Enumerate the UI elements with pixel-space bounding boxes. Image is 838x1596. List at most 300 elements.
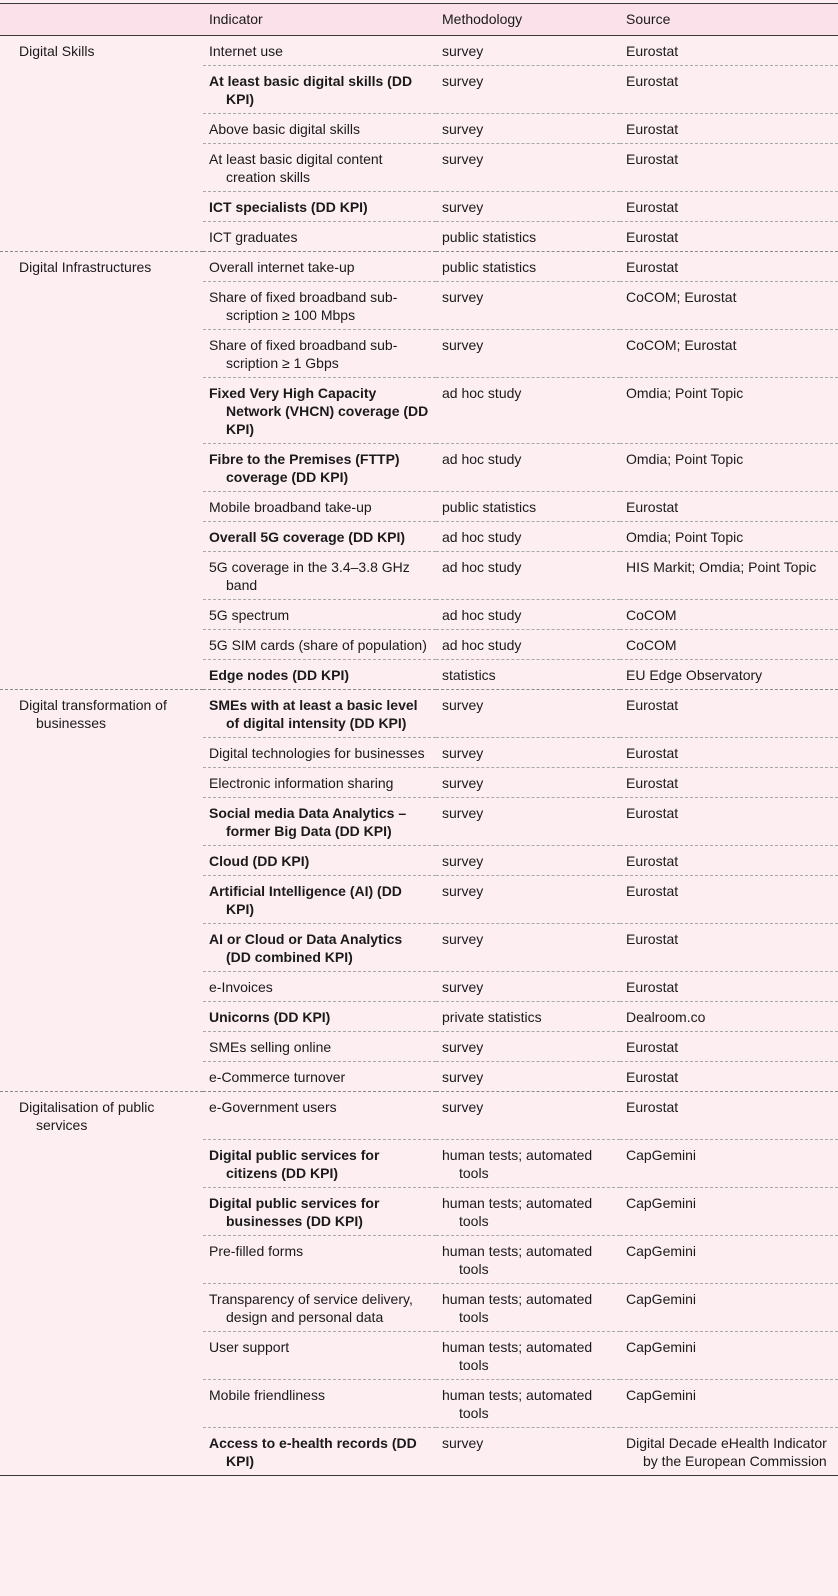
header-indicator: Indicator [203, 4, 436, 36]
methodology-cell [436, 282, 620, 330]
source-cell [620, 66, 838, 114]
source-label: Eurostat [626, 775, 679, 791]
source-label: Eurostat [626, 883, 679, 899]
indicator-cell [203, 630, 436, 660]
source-cell [620, 114, 838, 144]
header-source: Source [620, 4, 838, 36]
methodology-cell [436, 1331, 620, 1379]
indicator-label: Mobile broadband take-up [209, 499, 372, 515]
source-label: Eurostat [626, 1069, 679, 1085]
indicator-cell [203, 1187, 436, 1235]
table-row [0, 330, 838, 378]
methodology-cell [436, 1032, 620, 1062]
dimension-cell-empty [0, 1331, 203, 1379]
indicator-cell [203, 660, 436, 690]
indicator-label: Pre-filled forms [209, 1242, 304, 1259]
indicator-label: Internet use [209, 43, 283, 59]
indicator-cell [203, 282, 436, 330]
indicator-cell [203, 972, 436, 1002]
table-row [0, 1187, 838, 1235]
methodology-cell [436, 522, 620, 552]
indicator-cell [203, 252, 436, 282]
dimension-cell-empty [0, 522, 203, 552]
methodology-label: survey [442, 1039, 484, 1055]
table-row [0, 282, 838, 330]
indicator-cell [203, 600, 436, 630]
table-row [0, 972, 838, 1002]
methodology-cell [436, 630, 620, 660]
methodology-cell [436, 444, 620, 492]
indicator-label-kpi: Cloud (DD KPI) [209, 853, 310, 869]
methodology-cell [436, 144, 620, 192]
indicator-cell [203, 114, 436, 144]
table-row [0, 222, 838, 252]
methodology-cell [436, 378, 620, 444]
table-row [0, 798, 838, 846]
indicator-label: Share of fixed broadband sub-scription ≥ 1 Gbps [209, 337, 398, 371]
source-cell [620, 1427, 838, 1475]
methodology-label: survey [442, 1434, 484, 1451]
source-cell [620, 690, 838, 738]
dimension-cell-empty [0, 1427, 203, 1475]
indicator-cell [203, 924, 436, 972]
dimension-cell-empty [0, 66, 203, 114]
dimension-cell-empty [0, 444, 203, 492]
table-row [0, 552, 838, 600]
table-row [0, 1379, 838, 1427]
source-label: Eurostat [626, 229, 679, 245]
methodology-cell [436, 252, 620, 282]
methodology-label: public statistics [442, 499, 537, 515]
indicator-label-kpi: Fixed Very High Capacity Network (VHCN) coverage (DD KPI) [209, 385, 429, 437]
table-row [0, 1062, 838, 1092]
methodology-cell [436, 1092, 620, 1140]
methodology-label: survey [442, 337, 484, 353]
source-cell [620, 1283, 838, 1331]
methodology-label: human tests; automated tools [442, 1338, 593, 1373]
methodology-cell [436, 600, 620, 630]
dimension-cell-empty [0, 768, 203, 798]
indicator-label: ICT graduates [209, 229, 298, 245]
indicator-label-kpi: SMEs with at least a basic level of digital intensity (DD KPI) [209, 697, 418, 731]
dimension-cell-empty [0, 924, 203, 972]
methodology-label: human tests; automated tools [442, 1194, 593, 1229]
table-row [0, 600, 838, 630]
source-label: Eurostat [626, 1039, 679, 1055]
table-row [0, 1427, 838, 1475]
methodology-cell [436, 1062, 620, 1092]
source-cell [620, 36, 838, 66]
dimension-cell-empty [0, 1379, 203, 1427]
source-label: Eurostat [626, 499, 679, 515]
indicator-cell [203, 1002, 436, 1032]
source-cell [620, 1002, 838, 1032]
source-cell [620, 660, 838, 690]
methodology-cell [436, 1379, 620, 1427]
dimension-cell-empty [0, 282, 203, 330]
source-cell [620, 876, 838, 924]
methodology-cell [436, 1427, 620, 1475]
source-label: Eurostat [626, 931, 679, 947]
table-row [0, 492, 838, 522]
indicator-label: Electronic information sharing [209, 775, 394, 791]
source-cell [620, 738, 838, 768]
indicator-label-kpi: Fibre to the Premises (FTTP) coverage (DD KPI) [209, 451, 400, 485]
source-cell [620, 798, 838, 846]
indicator-label-kpi: AI or Cloud or Data Analytics (DD combined KPI) [209, 931, 403, 965]
dimension-cell [0, 1092, 203, 1140]
table-row [0, 252, 838, 282]
methodology-cell [436, 1002, 620, 1032]
indicator-cell [203, 552, 436, 600]
table-row [0, 444, 838, 492]
methodology-cell [436, 330, 620, 378]
table-header [0, 4, 838, 36]
source-label: Eurostat [626, 259, 679, 275]
methodology-label: survey [442, 931, 484, 947]
indicator-cell [203, 798, 436, 846]
table-row [0, 1032, 838, 1062]
source-label: CapGemini [626, 1386, 697, 1403]
dimension-cell-empty [0, 876, 203, 924]
methodology-label: survey [442, 1099, 484, 1115]
table-row [0, 660, 838, 690]
indicator-label: Mobile friendliness [209, 1386, 325, 1403]
table-row [0, 1002, 838, 1032]
methodology-label: ad hoc study [442, 559, 522, 575]
indicator-cell [203, 36, 436, 66]
indicator-label: Overall internet take-up [209, 259, 355, 275]
table-row [0, 1331, 838, 1379]
indicator-label-kpi: Overall 5G coverage (DD KPI) [209, 529, 406, 545]
indicator-cell [203, 1139, 436, 1187]
header-row [0, 4, 838, 36]
methodology-cell [436, 1283, 620, 1331]
source-label: Omdia; Point Topic [626, 385, 744, 401]
methodology-label: survey [442, 121, 484, 137]
dimension-cell-empty [0, 1002, 203, 1032]
source-cell [620, 1187, 838, 1235]
indicator-label-kpi: Digital public services for citizens (DD KPI) [209, 1146, 380, 1181]
table-row [0, 114, 838, 144]
indicator-cell [203, 192, 436, 222]
dimension-cell-empty [0, 798, 203, 846]
table-row [0, 846, 838, 876]
methodology-label: public statistics [442, 229, 537, 245]
table-row [0, 876, 838, 924]
methodology-label: ad hoc study [442, 529, 522, 545]
source-cell [620, 330, 838, 378]
dimension-cell [0, 252, 203, 282]
table-row [0, 36, 838, 66]
indicator-cell [203, 330, 436, 378]
indicator-label: 5G SIM cards (share of population) [209, 637, 427, 653]
dimension-cell-empty [0, 846, 203, 876]
methodology-label: private statistics [442, 1009, 542, 1025]
methodology-cell [436, 690, 620, 738]
table-row [0, 630, 838, 660]
indicator-label-kpi: Unicorns (DD KPI) [209, 1009, 331, 1025]
methodology-cell [436, 768, 620, 798]
methodology-cell [436, 876, 620, 924]
source-cell [620, 378, 838, 444]
methodology-cell [436, 846, 620, 876]
indicator-cell [203, 1427, 436, 1475]
dimension-label: Digital Infrastructures [19, 259, 152, 275]
dimension-cell-empty [0, 1235, 203, 1283]
indicator-label: Digital technologies for businesses [209, 745, 425, 761]
dimension-cell-empty [0, 600, 203, 630]
source-label: Eurostat [626, 73, 679, 89]
indicator-cell [203, 144, 436, 192]
dimension-cell-empty [0, 1032, 203, 1062]
source-cell [620, 1235, 838, 1283]
indicator-table [0, 3, 838, 1476]
indicator-cell [203, 1062, 436, 1092]
methodology-label: statistics [442, 667, 496, 683]
indicator-label-kpi: Digital public services for businesses (DD KPI) [209, 1194, 380, 1229]
source-cell [620, 1062, 838, 1092]
dimension-cell [0, 690, 203, 738]
methodology-label: survey [442, 853, 484, 869]
source-label: Omdia; Point Topic [626, 451, 744, 467]
methodology-cell [436, 660, 620, 690]
indicator-label: At least basic digital content creation skills [209, 151, 383, 185]
methodology-label: survey [442, 1069, 484, 1085]
methodology-cell [436, 924, 620, 972]
dimension-cell-empty [0, 660, 203, 690]
source-cell [620, 144, 838, 192]
methodology-label: survey [442, 289, 484, 305]
source-label: Eurostat [626, 151, 679, 167]
table-row [0, 690, 838, 738]
source-label: HIS Markit; Omdia; Point Topic [626, 559, 817, 575]
source-label: Eurostat [626, 853, 679, 869]
methodology-label: public statistics [442, 259, 537, 275]
source-label: CoCOM; Eurostat [626, 289, 737, 305]
methodology-label: ad hoc study [442, 637, 522, 653]
table-row [0, 1139, 838, 1187]
methodology-label: survey [442, 883, 484, 899]
indicator-cell [203, 378, 436, 444]
methodology-label: survey [442, 805, 484, 821]
indicator-cell [203, 1283, 436, 1331]
dimension-cell-empty [0, 1283, 203, 1331]
dimension-cell-empty [0, 1062, 203, 1092]
dimension-cell [0, 36, 203, 66]
methodology-label: human tests; automated tools [442, 1290, 593, 1325]
source-label: Eurostat [626, 121, 679, 137]
source-cell [620, 222, 838, 252]
source-cell [620, 1331, 838, 1379]
dimension-cell-empty [0, 552, 203, 600]
source-cell [620, 1092, 838, 1140]
indicator-cell [203, 1331, 436, 1379]
methodology-cell [436, 222, 620, 252]
methodology-cell [436, 114, 620, 144]
indicator-label: Transparency of service delivery, design and personal data [209, 1290, 413, 1325]
indicator-label: User support [209, 1338, 290, 1355]
methodology-cell [436, 1235, 620, 1283]
source-label: CapGemini [626, 1338, 697, 1355]
indicator-cell [203, 1235, 436, 1283]
source-label: CoCOM [626, 607, 677, 623]
dimension-cell-empty [0, 114, 203, 144]
table-row [0, 378, 838, 444]
table-row [0, 1092, 838, 1140]
source-cell [620, 522, 838, 552]
indicator-label-kpi: Edge nodes (DD KPI) [209, 667, 350, 683]
source-cell [620, 1032, 838, 1062]
indicator-label: e-Commerce turnover [209, 1069, 346, 1085]
source-cell [620, 552, 838, 600]
source-label: Omdia; Point Topic [626, 529, 744, 545]
table-row [0, 192, 838, 222]
methodology-label: survey [442, 745, 484, 761]
methodology-cell [436, 552, 620, 600]
methodology-cell [436, 36, 620, 66]
dimension-cell-empty [0, 972, 203, 1002]
source-label: Eurostat [626, 979, 679, 995]
dimension-cell-empty [0, 1139, 203, 1187]
dimension-cell-empty [0, 492, 203, 522]
methodology-label: ad hoc study [442, 451, 522, 467]
dimension-label: Digital Skills [19, 43, 95, 59]
source-cell [620, 630, 838, 660]
methodology-label: human tests; automated tools [442, 1146, 593, 1181]
source-cell [620, 972, 838, 1002]
source-cell [620, 1139, 838, 1187]
methodology-label: survey [442, 697, 484, 713]
source-label: CoCOM; Eurostat [626, 337, 737, 353]
dimension-cell-empty [0, 1187, 203, 1235]
source-label: EU Edge Observatory [626, 667, 763, 683]
indicator-cell [203, 522, 436, 552]
dimension-cell-empty [0, 378, 203, 444]
source-cell [620, 444, 838, 492]
indicator-cell [203, 66, 436, 114]
methodology-cell [436, 738, 620, 768]
indicator-label-kpi: Access to e-health records (DD KPI) [209, 1434, 417, 1469]
methodology-cell [436, 798, 620, 846]
source-cell [620, 282, 838, 330]
indicator-cell [203, 1379, 436, 1427]
methodology-cell [436, 1139, 620, 1187]
source-label: Eurostat [626, 199, 679, 215]
source-label: Eurostat [626, 745, 679, 761]
methodology-cell [436, 492, 620, 522]
table-body [0, 36, 838, 1476]
source-label: CapGemini [626, 1146, 697, 1163]
methodology-label: survey [442, 151, 484, 167]
table-row [0, 144, 838, 192]
indicator-label-kpi: At least basic digital skills (DD KPI) [209, 73, 413, 107]
methodology-label: survey [442, 979, 484, 995]
dimension-cell-empty [0, 222, 203, 252]
methodology-cell [436, 1187, 620, 1235]
source-cell [620, 846, 838, 876]
source-cell [620, 924, 838, 972]
table-row [0, 522, 838, 552]
dimension-cell-empty [0, 738, 203, 768]
source-label: Eurostat [626, 43, 679, 59]
source-label: CapGemini [626, 1242, 697, 1259]
indicator-cell [203, 222, 436, 252]
indicator-label: e-Invoices [209, 979, 273, 995]
indicator-cell [203, 1092, 436, 1140]
source-cell [620, 252, 838, 282]
dimension-label: Digital transformation of businesses [19, 697, 167, 731]
indicator-label: 5G coverage in the 3.4–3.8 GHz band [209, 559, 410, 593]
dimension-cell-empty [0, 192, 203, 222]
methodology-cell [436, 972, 620, 1002]
indicator-cell [203, 492, 436, 522]
table-row [0, 66, 838, 114]
source-cell [620, 1379, 838, 1427]
indicator-label: SMEs selling online [209, 1039, 332, 1055]
methodology-label: ad hoc study [442, 607, 522, 623]
header-methodology: Methodology [436, 4, 620, 36]
methodology-label: survey [442, 199, 484, 215]
indicator-cell [203, 444, 436, 492]
methodology-label: human tests; automated tools [442, 1242, 593, 1277]
source-label: CapGemini [626, 1194, 697, 1211]
indicator-label: Share of fixed broadband sub-scription ≥ 100 Mbps [209, 289, 398, 323]
dimension-cell-empty [0, 630, 203, 660]
indicator-cell [203, 690, 436, 738]
methodology-cell [436, 192, 620, 222]
indicator-label: Above basic digital skills [209, 121, 360, 137]
methodology-label: survey [442, 43, 484, 59]
table-row [0, 1283, 838, 1331]
source-cell [620, 768, 838, 798]
methodology-label: human tests; automated tools [442, 1386, 593, 1421]
methodology-cell [436, 66, 620, 114]
methodology-label: ad hoc study [442, 385, 522, 401]
indicator-cell [203, 876, 436, 924]
source-label: Eurostat [626, 1099, 679, 1115]
indicator-cell [203, 768, 436, 798]
header-dimension [0, 4, 203, 36]
source-cell [620, 492, 838, 522]
methodology-label: survey [442, 775, 484, 791]
table-row [0, 738, 838, 768]
dimension-cell-empty [0, 144, 203, 192]
source-label: CoCOM [626, 637, 677, 653]
source-label: Eurostat [626, 805, 679, 821]
source-label: Dealroom.co [626, 1009, 706, 1025]
indicator-cell [203, 846, 436, 876]
indicator-cell [203, 1032, 436, 1062]
indicator-label-kpi: Social media Data Analytics – former Big Data (DD KPI) [209, 805, 407, 839]
source-label: CapGemini [626, 1290, 697, 1307]
methodology-label: survey [442, 73, 484, 89]
indicator-label-kpi: Artificial Intelligence (AI) (DD KPI) [209, 883, 402, 917]
source-label: Eurostat [626, 697, 679, 713]
indicator-label-kpi: ICT specialists (DD KPI) [209, 199, 368, 215]
source-cell [620, 600, 838, 630]
source-cell [620, 192, 838, 222]
indicator-table-container [0, 3, 838, 1476]
indicator-label: 5G spectrum [209, 607, 290, 623]
source-label: Digital Decade eHealth Indicator by the European Commission [626, 1434, 827, 1469]
indicator-label: e-Government users [209, 1099, 337, 1115]
dimension-cell-empty [0, 330, 203, 378]
indicator-cell [203, 738, 436, 768]
table-row [0, 768, 838, 798]
table-row [0, 1235, 838, 1283]
dimension-label: Digitalisation of public services [19, 1099, 155, 1133]
